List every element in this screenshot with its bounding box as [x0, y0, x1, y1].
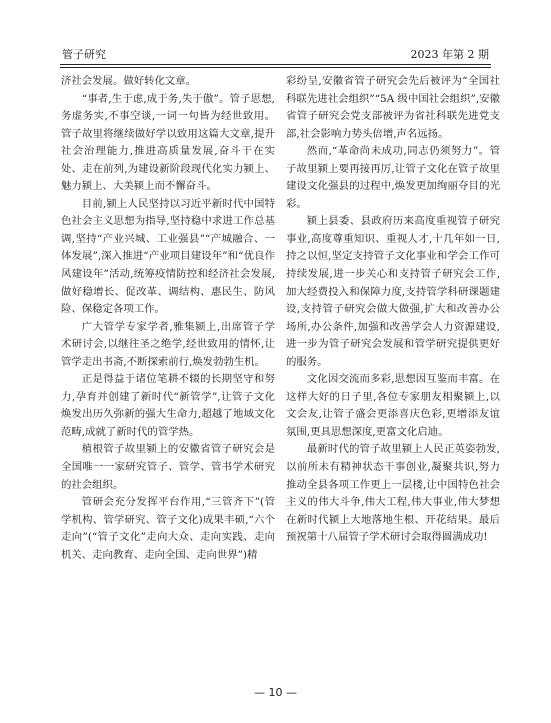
page-number: — 10 — — [254, 686, 297, 699]
paragraph: 文化因交流而多彩,思想因互鉴而丰富。在这样大好的日子里,各位专家朋友相聚颍上,以文会友,让管子盛会更添喜庆色彩,更增添友谊氛围,更具思想深度,更富文化启迪。 — [286, 373, 500, 438]
paragraph: 管研会充分发挥平台作用,“三管齐下”(管学机构、管学研究、管子文化)成果丰硕,“六个走向”(“管子文化”走向大众、走向实践、走向机关、走向教育、走向全国、走向世界”)精 — [61, 496, 275, 561]
header-rule-thin — [60, 67, 491, 68]
paragraph: 然而,“革命尚未成功,同志仍须努力”。管子故里颍上要再接再厉,让管子文化在管子故里建设文化强县的过程中,焕发更加绚丽夺目的光彩。 — [286, 145, 500, 210]
journal-title: 管子研究 — [62, 48, 106, 61]
left-column — [61, 73, 275, 564]
paragraph: “事者,生于虑,成于务,失于傲”。管子思想,务虚务实,不事空谈,一词一句皆为经世致用。管子故里将继续做好学以致用这篇大文章,提升社会治理能力,推进高质量发展,奋斗干在实处、走在前列,为建设新阶段现代化实力颍上、魅力颍上、大美颍上而不懈奋斗。 — [61, 92, 275, 193]
paragraph: 彩纷呈,安徽省管子研究会先后被评为“全国社科联先进社会组织”“5A 级中国社会组织”,安徽省管子研究会党支部被评为省社科联先进党支部,社会影响力势头倍增,声名远扬。 — [286, 75, 500, 140]
header-rule-thick — [60, 64, 491, 65]
paragraph: 植根管子故里颍上的安徽省管子研究会是全国唯一一家研究管子、管学、管书学术研究的社会组织。 — [61, 443, 275, 491]
right-column — [286, 73, 500, 547]
paragraph: 济社会发展。做好转化文章。 — [61, 75, 197, 87]
issue-label: 2023 年第 2 期 — [410, 48, 489, 61]
paragraph: 最新时代的管子故里颍上人民正英姿勃发,以前所未有精神状态干事创业,凝聚共识,努力推动全县各项工作更上一层楼,让中国特色社会主义的伟大斗争,伟大工程,伟大事业,伟大梦想在新时代颍上大地落地生根、开花结果。最后预祝第十八届管子学术研讨会取得圆满成功! — [286, 443, 500, 544]
running-header — [60, 46, 491, 64]
paragraph: 正是得益于诸位笔耕不辍的长期坚守和努力,孕育并创建了新时代“新管学”,让管子文化焕发出历久弥新的强大生命力,超越了地域文化范畴,成就了新时代的管学热。 — [61, 373, 275, 438]
paragraph: 目前,颍上人民坚持以习近平新时代中国特色社会主义思想为指导,坚持稳中求进工作总基调,坚持“产业兴城、工业强县”“产城融合、一体发展”,深入推进“产业项目建设年”和“优良作风建设年”活动,统筹疫情防控和经济社会发展,做好稳增长、促改革、调结构、惠民生、防风险、保稳定各项工作。 — [61, 197, 275, 316]
paragraph: 广大管学专家学者,雅集颍上,出席管子学术研讨会,以继往圣之绝学,经世致用的情怀,让管学走出书斋,不断探索前行,焕发勃勃生机。 — [61, 320, 275, 368]
paragraph: 颍上县委、县政府历来高度重视管子研究事业,高度尊重知识、重视人才,十几年如一日,持之以恒,坚定支持管子文化事业和学会工作可持续发展,进一步关心和支持管子研究会工作,加大经费投入和保障力度,支持管学科研课题建设,支持管子研究会做大做强,扩大和改善办公场所,办公条件,加强和改善学会人力资源建设,进一步为管子研究会发展和管学研究提供更好的服务。 — [286, 215, 500, 368]
